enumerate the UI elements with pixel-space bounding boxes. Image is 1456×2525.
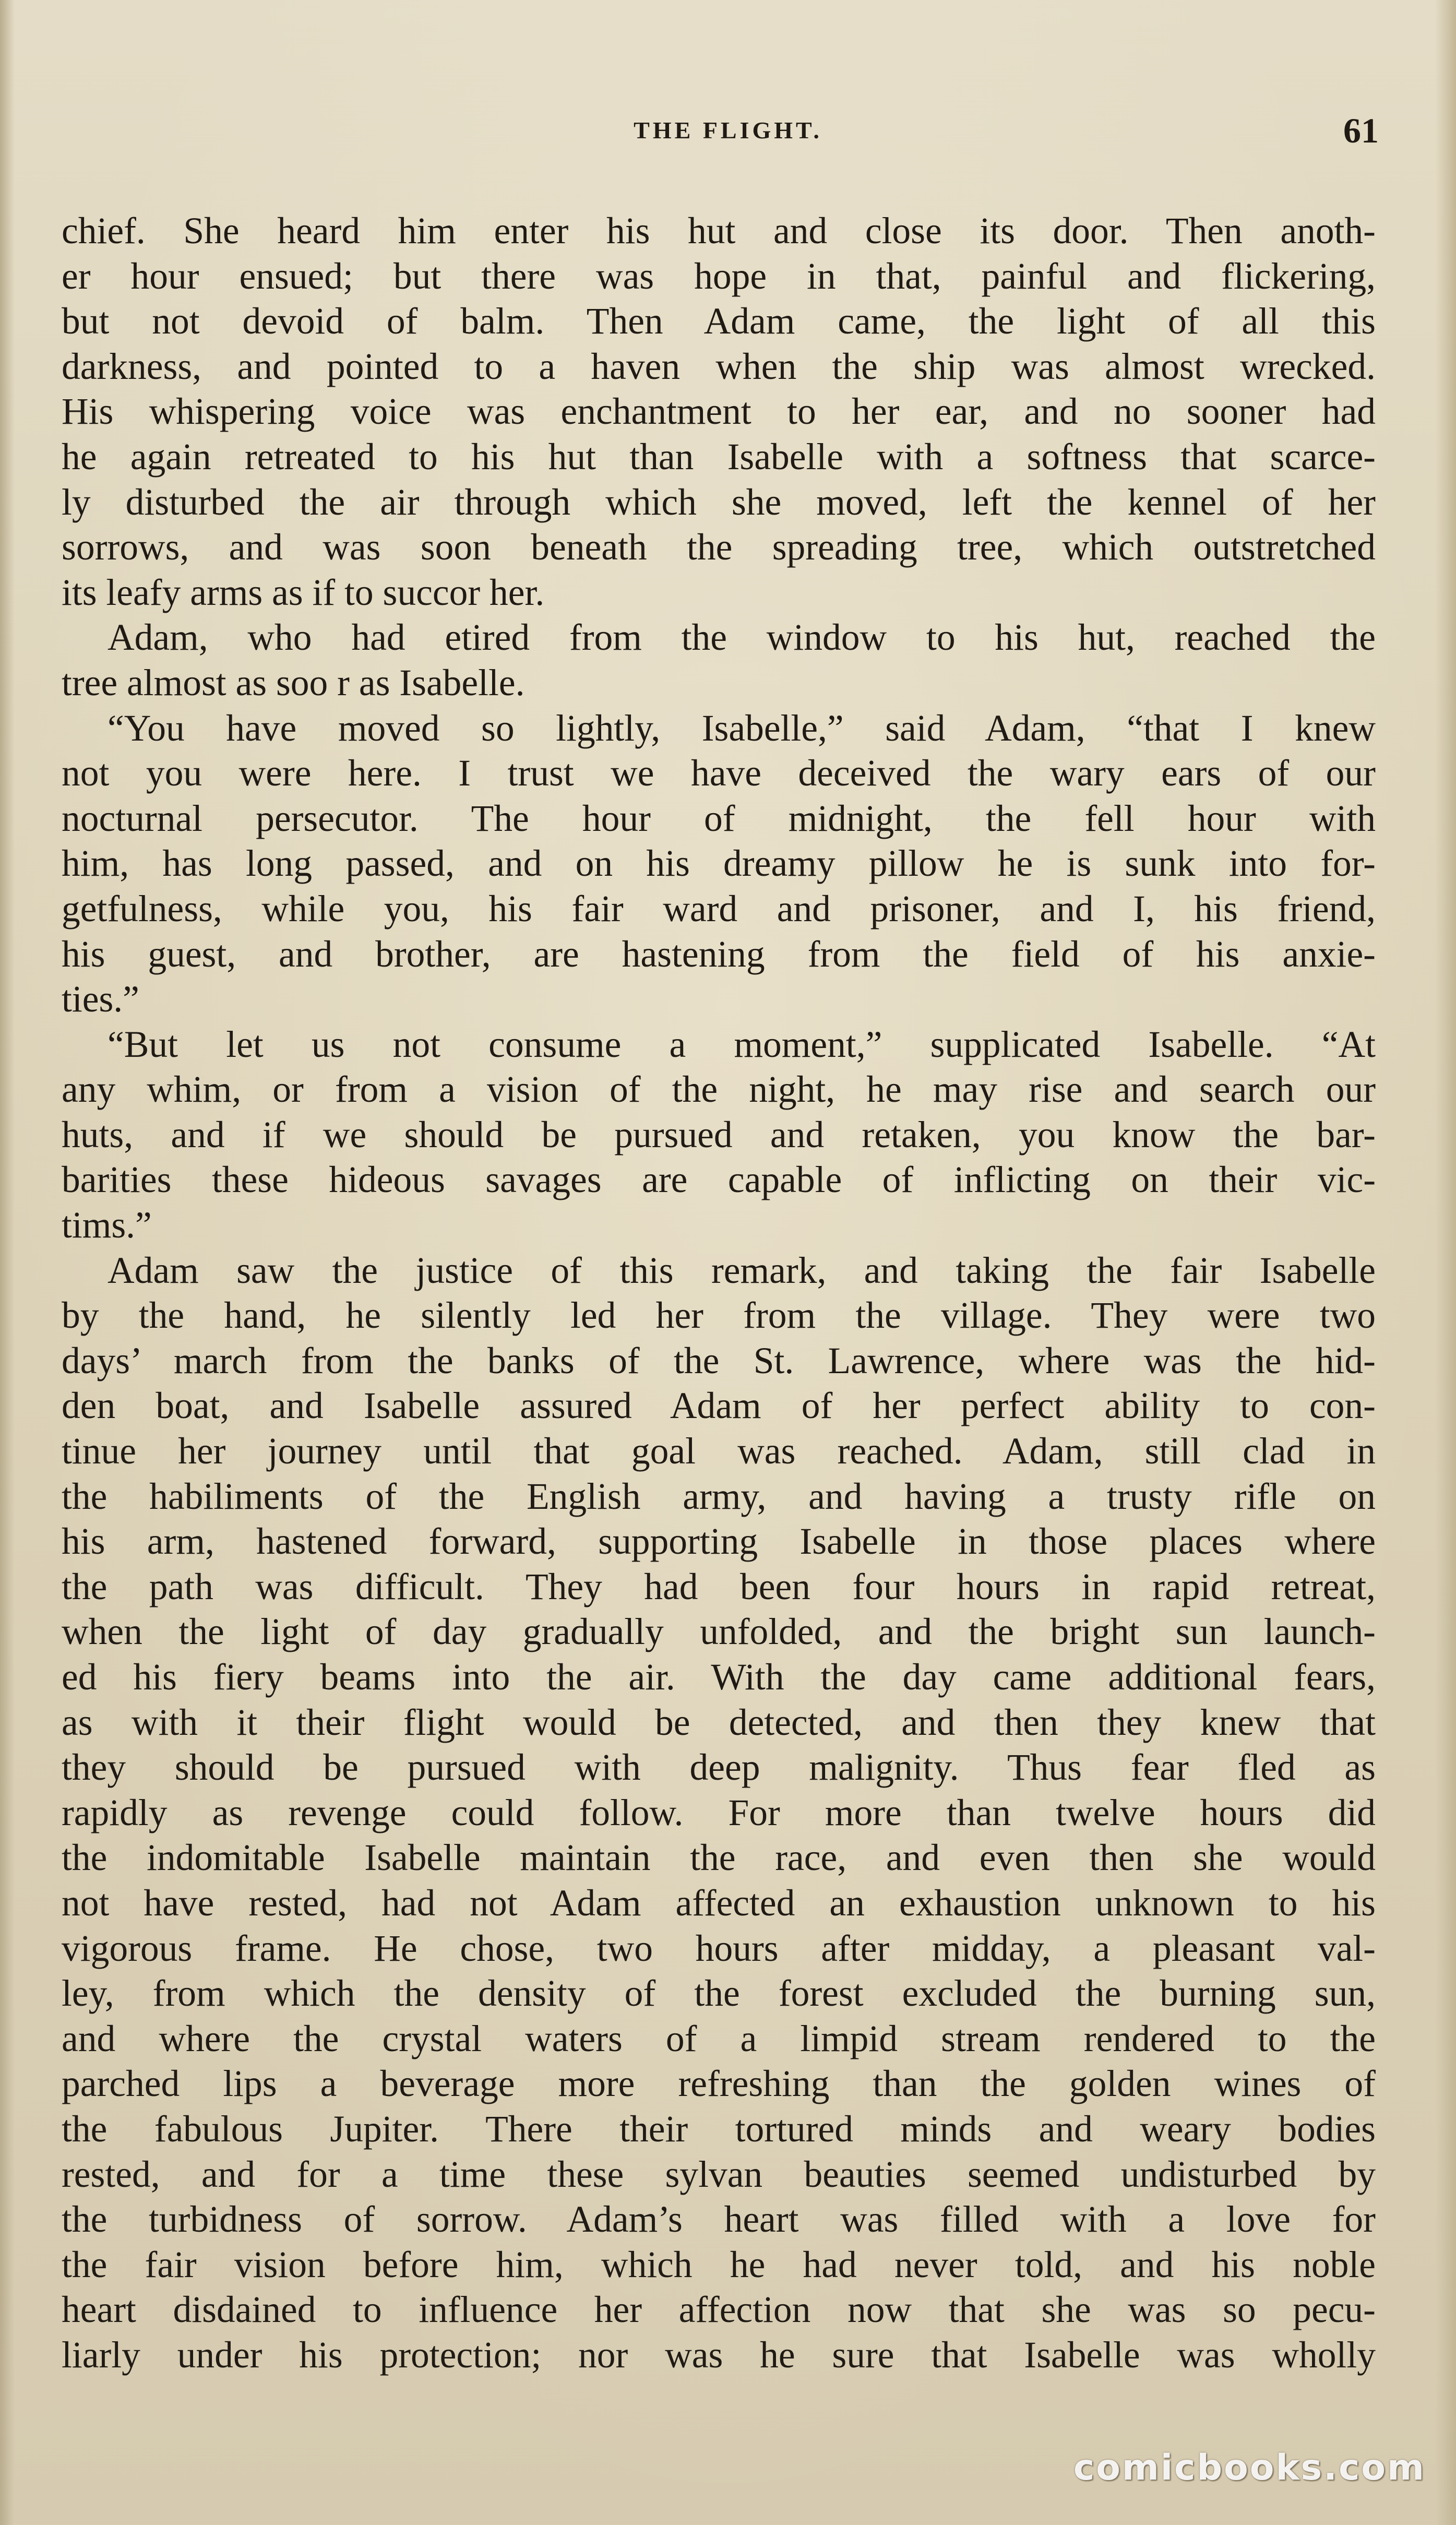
text-line: “You have moved so lightly, Isabelle,” said Adam, “that I knew [108,707,1376,749]
text-line: the path was difficult. They had been four hours in rapid retreat, [62,1566,1376,1607]
text-line: days’ march from the banks of the St. Lawrence, where was the hid- [62,1340,1376,1381]
watermark: comicbooks.com [1073,2447,1426,2488]
text-line: tinue her journey until that goal was reached. Adam, still clad in [62,1431,1376,1472]
page-edge-left [0,0,15,2525]
text-line: him, has long passed, and on his dreamy pillow he is sunk into for- [62,843,1376,885]
text-line: its leafy arms as if to succor her. [62,571,545,613]
text-line: the fabulous Jupiter. There their tortured minds and weary bodies [62,2108,1376,2150]
text-line: nocturnal persecutor. The hour of midnight, the fell hour with [62,797,1376,839]
text-line: the habiliments of the English army, and having a trusty rifle on [62,1475,1376,1517]
text-line: and where the crystal waters of a limpid stream rendered to the [62,2018,1376,2059]
text-line: den boat, and Isabelle assured Adam of her perfect ability to con- [62,1385,1376,1427]
text-line: parched lips a beverage more refreshing than the golden wines of [62,2063,1376,2105]
text-line: liarly under his protection; nor was he sure that Isabelle was wholly [62,2334,1376,2376]
page-number: 61 [1343,111,1379,150]
text-line: barities these hideous savages are capable of inflicting on their vic- [62,1159,1376,1201]
text-line: chief. She heard him enter his hut and close its door. Then anoth- [62,210,1376,252]
text-line: he again retreated to his hut than Isabelle with a softness that scarce- [62,436,1376,478]
text-line: huts, and if we should be pursued and retaken, you know the bar- [62,1114,1376,1156]
text-line: by the hand, he silently led her from the village. They were two [62,1295,1376,1337]
text-line: heart disdained to influence her affection now that she was so pecu- [62,2289,1376,2331]
text-line: they should be pursued with deep malignity. Thus fear fled as [62,1747,1376,1789]
text-line: not you were here. I trust we have deceived the wary ears of our [62,753,1376,794]
body-text [62,209,1376,2378]
text-line: “But let us not consume a moment,” supplicated Isabelle. “At [108,1023,1376,1065]
running-head: THE FLIGHT. [634,117,822,144]
text-line: darkness, and pointed to a haven when the ship was almost wrecked. [62,346,1376,387]
text-line: his arm, hastened forward, supporting Isabelle in those places where [62,1521,1376,1563]
text-line: tree almost as soo r as Isabelle. [62,662,525,704]
text-line: rapidly as revenge could follow. For more than twelve hours did [62,1792,1376,1833]
text-line: ley, from which the density of the forest excluded the burning sun, [62,1973,1376,2015]
text-line: his guest, and brother, are hastening from the field of his anxie- [62,933,1376,975]
text-line: er hour ensued; but there was hope in that, painful and flickering, [62,255,1376,297]
text-line: rested, and for a time these sylvan beauties seemed undisturbed by [62,2153,1376,2195]
text-line: vigorous frame. He chose, two hours after midday, a pleasant val- [62,1927,1376,1969]
text-line: ly disturbed the air through which she moved, left the kennel of her [62,481,1376,523]
page-edge-right [1435,0,1456,2525]
text-line: Adam, who had etired from the window to his hut, reached the [108,617,1376,659]
text-line: sorrows, and was soon beneath the spreading tree, which outstretched [62,527,1376,568]
text-line: the turbidness of sorrow. Adam’s heart was filled with a love for [62,2199,1376,2241]
page-header [0,107,1456,154]
text-line: any whim, or from a vision of the night, he may rise and search our [62,1069,1376,1111]
text-line: the indomitable Isabelle maintain the race, and even then she would [62,1837,1376,1879]
text-line: as with it their flight would be detected, and then they knew that [62,1701,1376,1743]
text-line: but not devoid of balm. Then Adam came, the light of all this [62,301,1376,342]
text-line: ties.” [62,979,139,1020]
text-line: getfulness, while you, his fair ward and prisoner, and I, his friend, [62,888,1376,930]
text-line: His whispering voice was enchantment to her ear, and no sooner had [62,391,1376,433]
text-line: not have rested, had not Adam affected an exhaustion unknown to his [62,1882,1376,1924]
text-line: tims.” [62,1205,152,1246]
text-line: when the light of day gradually unfolded, and the bright sun launch- [62,1611,1376,1653]
text-line: the fair vision before him, which he had never told, and his noble [62,2244,1376,2285]
text-line: Adam saw the justice of this remark, and taking the fair Isabelle [108,1249,1376,1291]
text-line: ed his fiery beams into the air. With the day came additional fears, [62,1657,1376,1698]
